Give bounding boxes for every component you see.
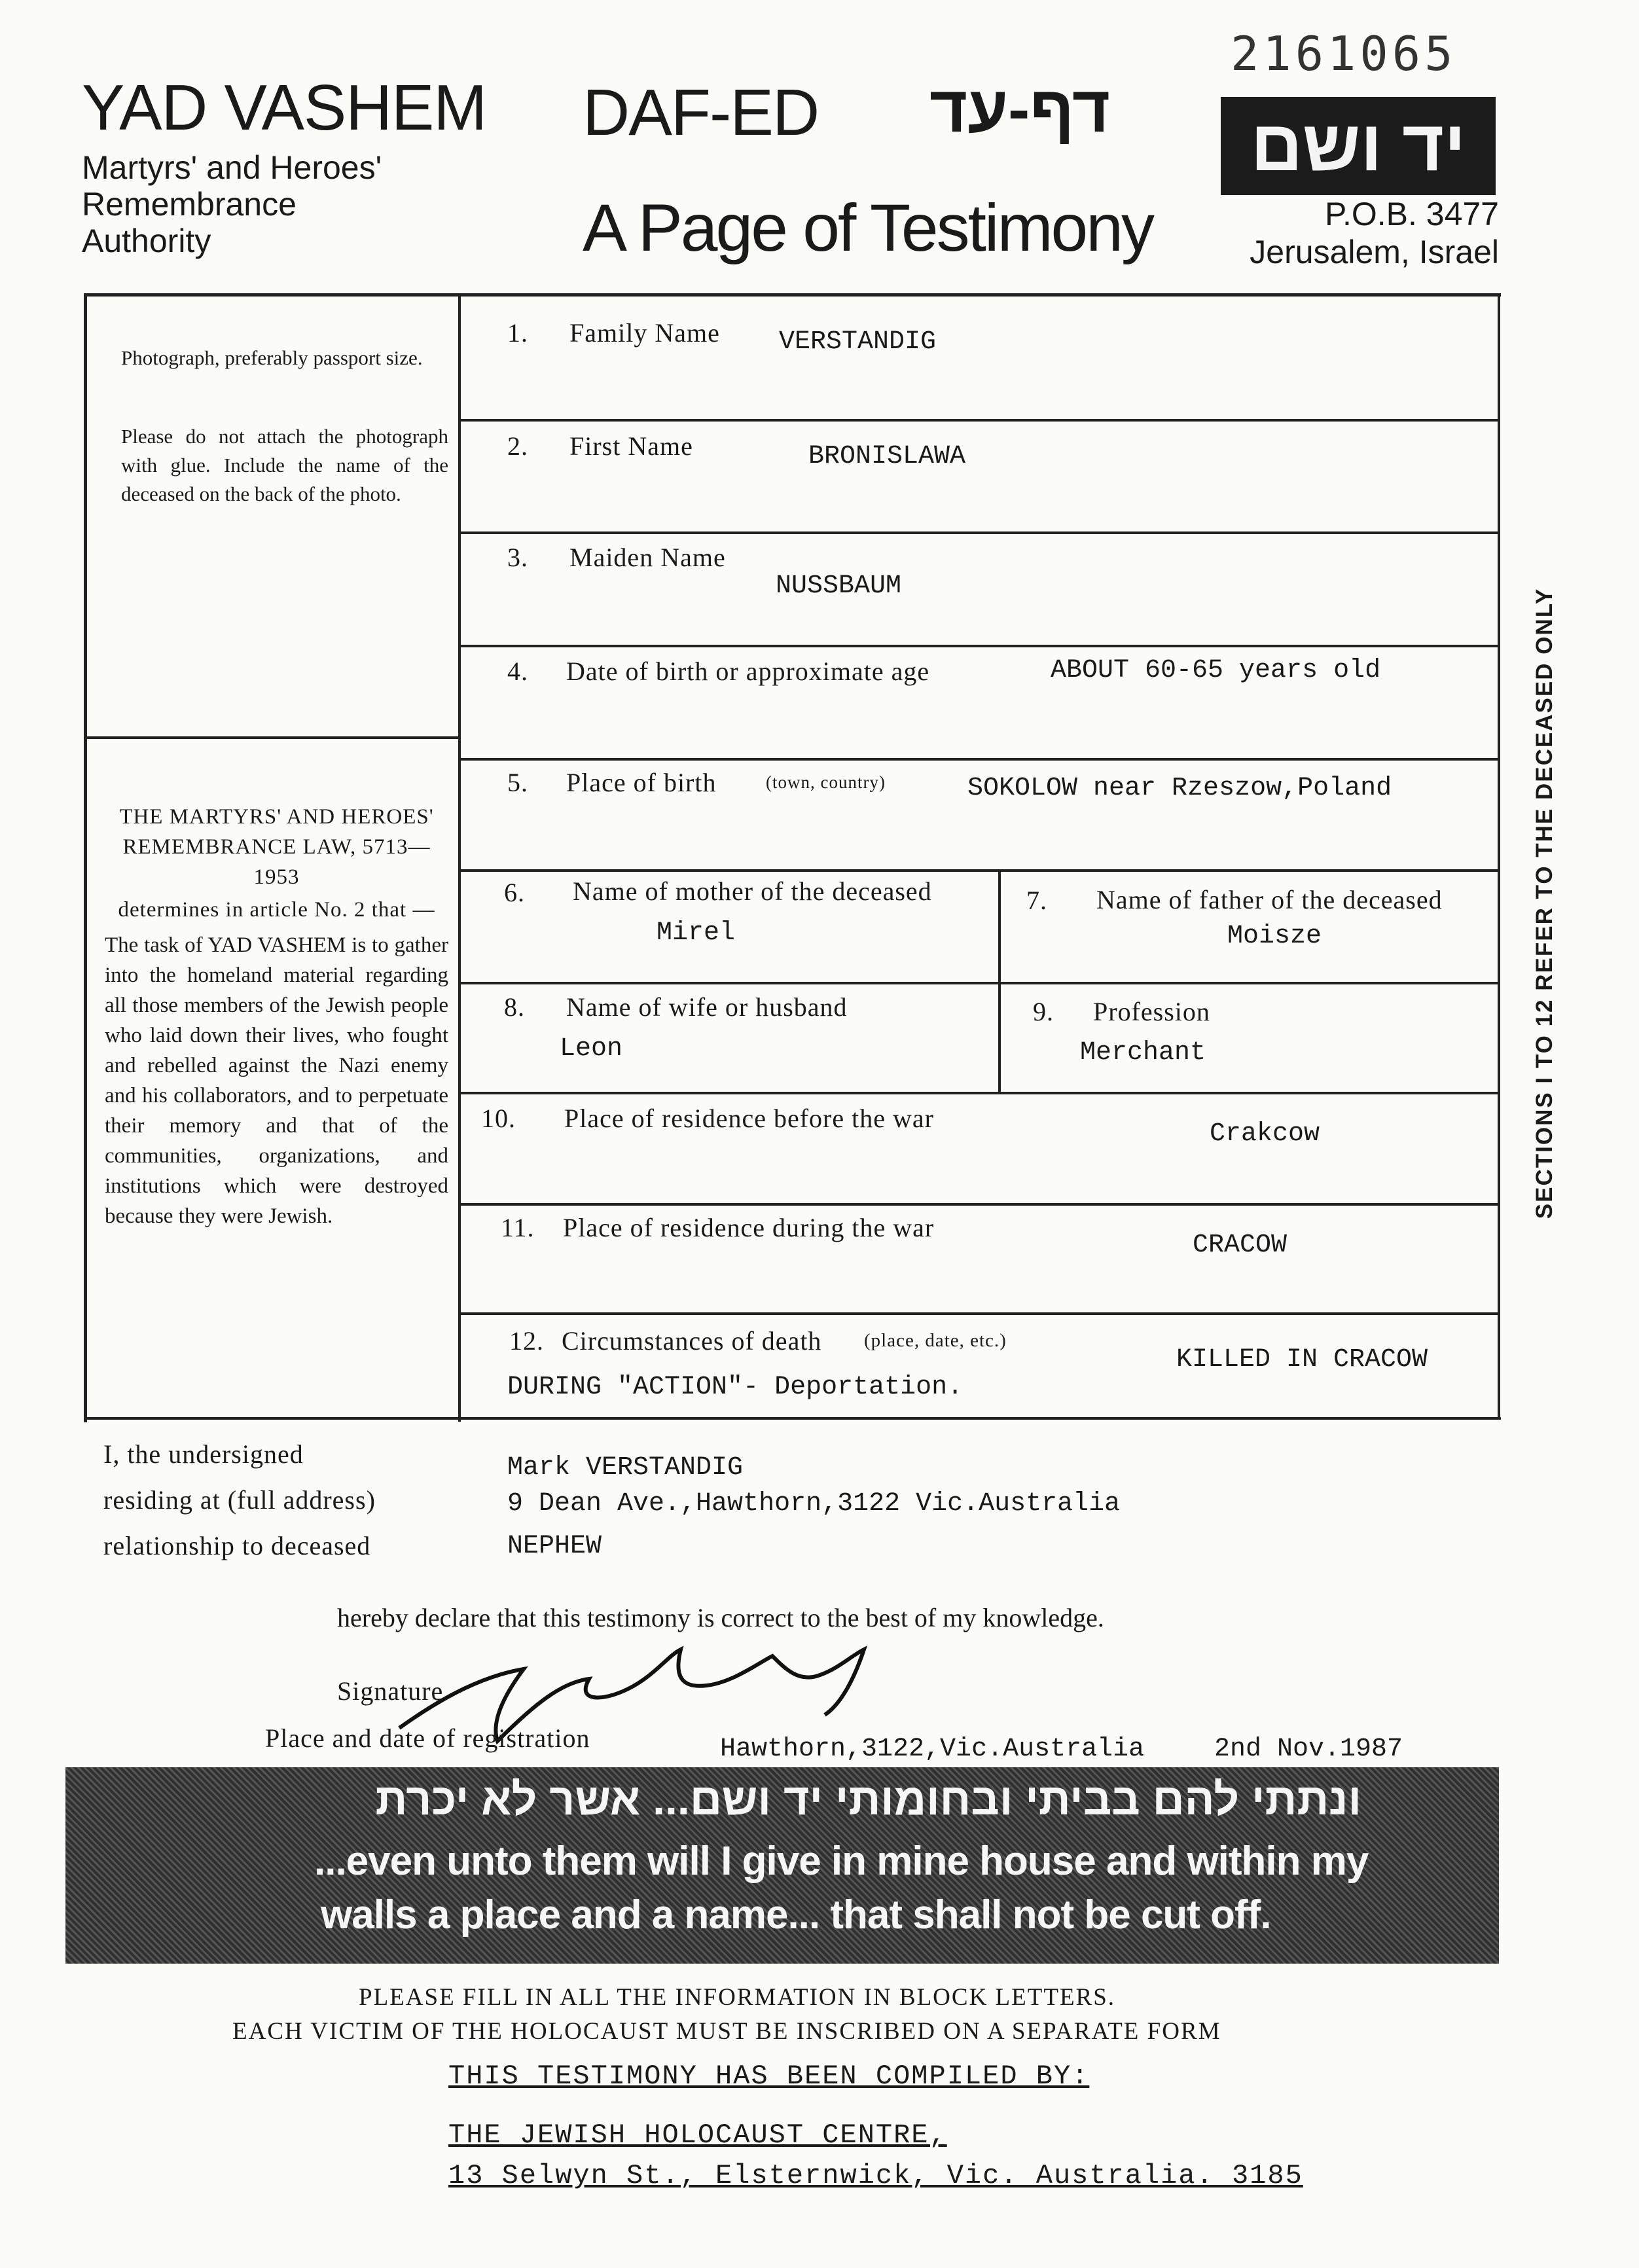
law-title: THE MARTYRS' AND HEROES' REMEMBRANCE LAW, 5713—1953 bbox=[119, 805, 434, 889]
photo-note-instructions: Please do not attach the photograph with glue. Include the name of the deceased on the back of the photo. bbox=[121, 425, 448, 505]
scripture-banner bbox=[65, 1767, 1499, 1964]
form-name-hebrew: דף-עד bbox=[929, 73, 1111, 146]
address-value[interactable]: 9 Dean Ave.,Hawthorn,3122 Vic.Australia bbox=[507, 1489, 1121, 1519]
field-8-num: 8. bbox=[504, 992, 525, 1022]
row-line bbox=[458, 758, 1499, 761]
field-7-label: Name of father of the deceased bbox=[1096, 885, 1443, 914]
row-line bbox=[458, 645, 1499, 647]
banner-hebrew: ונתתי להם בביתי ובחומותי יד ושם... אשר לא יכרת bbox=[375, 1774, 1361, 1824]
field-8-label: Name of wife or husband bbox=[566, 992, 848, 1022]
field-7-num: 7. bbox=[1026, 886, 1047, 915]
relationship-label: relationship to deceased bbox=[103, 1531, 371, 1560]
sections-side-note bbox=[1525, 517, 1564, 1289]
org-subtitle-line: Remembrance bbox=[82, 186, 297, 223]
field-3-value[interactable]: NUSSBAUM bbox=[776, 571, 902, 601]
field-8-value[interactable]: Leon bbox=[560, 1034, 623, 1064]
left-panel-divider bbox=[84, 736, 460, 739]
field-12-hint: (place, date, etc.) bbox=[864, 1330, 1007, 1351]
law-intro: determines in article No. 2 that — bbox=[118, 898, 435, 922]
form-right-line bbox=[1498, 293, 1500, 1419]
field-6-num: 6. bbox=[504, 878, 525, 907]
field-6-value[interactable]: Mirel bbox=[657, 918, 736, 948]
field-10-num: 10. bbox=[481, 1104, 516, 1133]
law-block bbox=[105, 802, 448, 1231]
field-12-label: Circumstances of death bbox=[562, 1326, 822, 1356]
photo-note-size: Photograph, preferably passport size. bbox=[121, 346, 423, 369]
row-line bbox=[458, 531, 1499, 534]
field-4-num: 4. bbox=[507, 657, 528, 686]
field-7-value[interactable]: Moisze bbox=[1227, 922, 1322, 951]
yad-vashem-logo: יד ושם bbox=[1221, 97, 1496, 195]
row-line bbox=[458, 1312, 1499, 1315]
field-1-value[interactable]: VERSTANDIG bbox=[779, 327, 937, 357]
banner-line-2: walls a place and a name... that shall not be cut off. bbox=[321, 1892, 1271, 1937]
field-2-num: 2. bbox=[507, 431, 528, 461]
address-block bbox=[1224, 195, 1499, 271]
org-subtitle bbox=[82, 149, 382, 259]
registration-place[interactable]: Hawthorn,3122,Vic.Australia bbox=[720, 1735, 1145, 1764]
column-divider bbox=[458, 296, 461, 1422]
pob: P.O.B. 3477 bbox=[1325, 196, 1499, 232]
field-12-num: 12. bbox=[509, 1326, 544, 1356]
form-name: DAF-ED bbox=[583, 76, 819, 149]
field-2-value[interactable]: BRONISLAWA bbox=[808, 442, 966, 471]
row-line bbox=[458, 982, 1499, 984]
field-6-label: Name of mother of the deceased bbox=[573, 876, 932, 906]
field-11-value[interactable]: CRACOW bbox=[1193, 1231, 1288, 1260]
law-text: The task of YAD VASHEM is to gather into the homeland material regarding all those members of the Jewish people who laid down their lives, who fought and rebelled against the Nazi enemy and his collaborators, and to perpetuate their memory and that of the communities, organizations, and institutions which were destroyed because they were Jewish. bbox=[105, 933, 448, 1228]
compiler-address: 13 Selwyn St., Elsternwick, Vic. Australia. 3185 bbox=[448, 2160, 1303, 2191]
undersigned-name[interactable]: Mark VERSTANDIG bbox=[507, 1453, 744, 1483]
sections-side-note-text: SECTIONS I TO 12 REFER TO THE DECEASED ONLY bbox=[1532, 587, 1557, 1219]
relationship-value[interactable]: NEPHEW bbox=[507, 1532, 602, 1561]
form-bottom-line bbox=[84, 1417, 1501, 1420]
org-subtitle-line: Authority bbox=[82, 223, 211, 259]
field-1-label: Family Name bbox=[569, 318, 720, 348]
registration-date[interactable]: 2nd Nov.1987 bbox=[1214, 1735, 1403, 1764]
compiler-name: THE JEWISH HOLOCAUST CENTRE, bbox=[448, 2119, 947, 2151]
field-12-value[interactable]: KILLED IN CRACOW bbox=[1176, 1345, 1428, 1375]
field-3-label: Maiden Name bbox=[569, 543, 726, 572]
signature-label: Signature bbox=[337, 1676, 444, 1706]
row-line bbox=[458, 419, 1499, 422]
field-5-label: Place of birth bbox=[566, 768, 717, 797]
row-line bbox=[458, 869, 1499, 872]
org-subtitle-line: Martyrs' and Heroes' bbox=[82, 149, 382, 186]
field-9-num: 9. bbox=[1033, 997, 1054, 1026]
row-line bbox=[458, 1092, 1499, 1094]
address-label: residing at (full address) bbox=[103, 1485, 376, 1515]
row-line bbox=[458, 1203, 1499, 1206]
field-5-value[interactable]: SOKOLOW near Rzeszow,Poland bbox=[967, 774, 1392, 803]
instruction-block-letters: PLEASE FILL IN ALL THE INFORMATION IN BLOCK LETTERS. bbox=[359, 1984, 1116, 2011]
instruction-separate-form: EACH VICTIM OF THE HOLOCAUST MUST BE INSCRIBED ON A SEPARATE FORM bbox=[232, 2018, 1221, 2045]
field-11-label: Place of residence during the war bbox=[563, 1213, 935, 1242]
field-11-num: 11. bbox=[501, 1213, 535, 1242]
place-date-label: Place and date of registration bbox=[265, 1723, 590, 1753]
serial-number: 2161065 bbox=[1231, 26, 1457, 81]
form-top-line bbox=[84, 293, 1501, 296]
compiled-by: THIS TESTIMONY HAS BEEN COMPILED BY: bbox=[448, 2061, 1090, 2092]
cell-divider bbox=[998, 871, 1001, 1093]
field-9-value[interactable]: Merchant bbox=[1080, 1038, 1206, 1068]
banner-line-1: ...even unto them will I give in mine house and within my bbox=[314, 1839, 1369, 1884]
field-12-value-2[interactable]: DURING "ACTION"- Deportation. bbox=[507, 1373, 964, 1402]
field-1-num: 1. bbox=[507, 318, 528, 348]
field-4-label: Date of birth or approximate age bbox=[566, 657, 930, 686]
undersigned-label: I, the undersigned bbox=[103, 1439, 304, 1469]
field-5-num: 5. bbox=[507, 768, 528, 797]
page-title: A Page of Testimony bbox=[583, 190, 1153, 265]
field-10-label: Place of residence before the war bbox=[564, 1104, 934, 1133]
field-9-label: Profession bbox=[1093, 997, 1210, 1026]
field-2-label: First Name bbox=[569, 431, 693, 461]
declaration: hereby declare that this testimony is correct to the best of my knowledge. bbox=[337, 1603, 1104, 1632]
org-name: YAD VASHEM bbox=[82, 71, 487, 143]
field-5-hint: (town, country) bbox=[766, 772, 886, 792]
field-3-num: 3. bbox=[507, 543, 528, 572]
field-10-value[interactable]: Crakcow bbox=[1210, 1119, 1320, 1149]
field-4-value[interactable]: ABOUT 60-65 years old bbox=[1051, 656, 1381, 685]
city: Jerusalem, Israel bbox=[1250, 234, 1499, 270]
